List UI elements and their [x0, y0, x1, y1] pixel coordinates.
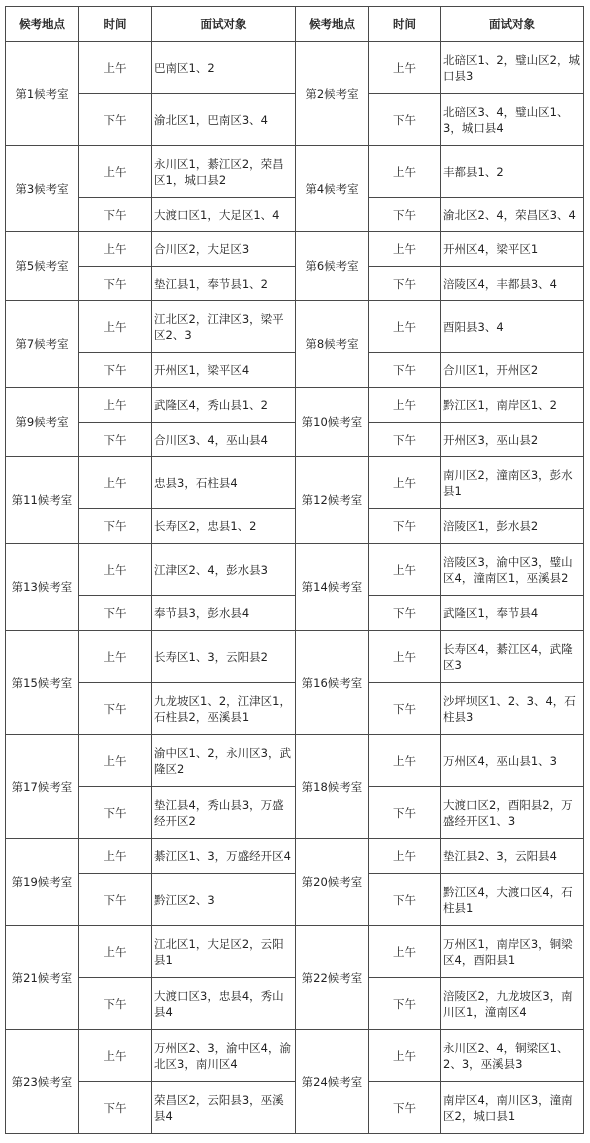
table-row	[6, 42, 584, 94]
interview-subjects: 永川区2、4，铜梁区1、2、3，巫溪县3	[441, 1030, 584, 1082]
interview-subjects: 涪陵区3，渝中区3，璧山区4，潼南区1，巫溪县2	[441, 544, 584, 596]
session-time: 下午	[79, 423, 152, 457]
interview-subjects: 开州区4，梁平区1	[441, 232, 584, 267]
interview-subjects: 开州区3，巫山县2	[441, 423, 584, 457]
table-row	[6, 353, 584, 388]
interview-subjects: 武隆区1，奉节县4	[441, 596, 584, 631]
session-time: 上午	[369, 1030, 441, 1082]
header-time-2: 时间	[369, 7, 441, 42]
session-time: 上午	[369, 631, 441, 683]
interview-subjects: 大渡口区3，忠县4，秀山县4	[152, 978, 296, 1030]
interview-subjects: 忠县3，石柱县4	[152, 457, 296, 509]
session-time: 上午	[79, 926, 152, 978]
room-name: 第17候考室	[6, 735, 79, 839]
session-time: 下午	[79, 874, 152, 926]
table-row	[6, 1082, 584, 1134]
room-name: 第6候考室	[296, 232, 369, 301]
table-row	[6, 926, 584, 978]
room-name: 第1候考室	[6, 42, 79, 146]
table-row	[6, 874, 584, 926]
table-row	[6, 457, 584, 509]
table-row	[6, 388, 584, 423]
interview-subjects: 黔江区4，大渡口区4，石柱县1	[441, 874, 584, 926]
header-subjects-2: 面试对象	[441, 7, 584, 42]
interview-subjects: 奉节县3，彭水县4	[152, 596, 296, 631]
session-time: 下午	[79, 683, 152, 735]
room-name: 第24候考室	[296, 1030, 369, 1134]
session-time: 上午	[369, 388, 441, 423]
table-row	[6, 978, 584, 1030]
interview-subjects: 渝北区2、4，荣昌区3、4	[441, 198, 584, 232]
session-time: 下午	[369, 978, 441, 1030]
interview-subjects: 开州区1，梁平区4	[152, 353, 296, 388]
header-location-2: 候考地点	[296, 7, 369, 42]
session-time: 下午	[79, 978, 152, 1030]
interview-schedule-table	[5, 6, 584, 1134]
interview-subjects: 渝中区1、2，永川区3，武隆区2	[152, 735, 296, 787]
interview-subjects: 合川区3、4，巫山县4	[152, 423, 296, 457]
interview-subjects: 九龙坡区1、2，江津区1，石柱县2，巫溪县1	[152, 683, 296, 735]
room-name: 第23候考室	[6, 1030, 79, 1134]
interview-subjects: 垫江县1，奉节县1、2	[152, 267, 296, 301]
table-row	[6, 631, 584, 683]
interview-subjects: 合川区2，大足区3	[152, 232, 296, 267]
session-time: 上午	[79, 301, 152, 353]
room-name: 第19候考室	[6, 839, 79, 926]
table-row	[6, 1030, 584, 1082]
session-time: 下午	[79, 198, 152, 232]
session-time: 上午	[369, 457, 441, 509]
session-time: 上午	[369, 301, 441, 353]
session-time: 下午	[369, 787, 441, 839]
room-name: 第10候考室	[296, 388, 369, 457]
session-time: 上午	[79, 544, 152, 596]
room-name: 第14候考室	[296, 544, 369, 631]
session-time: 上午	[369, 839, 441, 874]
session-time: 下午	[369, 267, 441, 301]
table-row	[6, 94, 584, 146]
session-time: 下午	[79, 509, 152, 544]
session-time: 上午	[79, 631, 152, 683]
table-row	[6, 423, 584, 457]
room-name: 第2候考室	[296, 42, 369, 146]
interview-subjects: 长寿区2，忠县1、2	[152, 509, 296, 544]
interview-subjects: 北碚区3、4，璧山区1、3，城口县4	[441, 94, 584, 146]
table-row	[6, 301, 584, 353]
interview-subjects: 巴南区1、2	[152, 42, 296, 94]
interview-subjects: 大渡口区2，酉阳县2，万盛经开区1、3	[441, 787, 584, 839]
session-time: 下午	[79, 94, 152, 146]
interview-subjects: 武隆区4，秀山县1、2	[152, 388, 296, 423]
interview-subjects: 江津区2、4，彭水县3	[152, 544, 296, 596]
session-time: 上午	[369, 232, 441, 267]
interview-subjects: 丰都县1、2	[441, 146, 584, 198]
interview-subjects: 万州区2、3，渝中区4，渝北区3，南川区4	[152, 1030, 296, 1082]
session-time: 上午	[79, 839, 152, 874]
session-time: 下午	[369, 198, 441, 232]
interview-subjects: 江北区1，大足区2，云阳县1	[152, 926, 296, 978]
session-time: 上午	[369, 42, 441, 94]
session-time: 下午	[79, 267, 152, 301]
session-time: 上午	[79, 735, 152, 787]
interview-subjects: 北碚区1、2，璧山区2，城口县3	[441, 42, 584, 94]
session-time: 下午	[369, 596, 441, 631]
room-name: 第21候考室	[6, 926, 79, 1030]
room-name: 第20候考室	[296, 839, 369, 926]
interview-subjects: 涪陵区1，彭水县2	[441, 509, 584, 544]
table-row	[6, 509, 584, 544]
room-name: 第18候考室	[296, 735, 369, 839]
room-name: 第8候考室	[296, 301, 369, 388]
room-name: 第13候考室	[6, 544, 79, 631]
table-row	[6, 198, 584, 232]
room-name: 第16候考室	[296, 631, 369, 735]
interview-subjects: 合川区1，开州区2	[441, 353, 584, 388]
header-location: 候考地点	[6, 7, 79, 42]
session-time: 上午	[369, 926, 441, 978]
interview-subjects: 黔江区1，南岸区1、2	[441, 388, 584, 423]
interview-subjects: 涪陵区2，九龙坡区3，南川区1，潼南区4	[441, 978, 584, 1030]
room-name: 第7候考室	[6, 301, 79, 388]
interview-subjects: 长寿区1、3，云阳县2	[152, 631, 296, 683]
interview-subjects: 黔江区2、3	[152, 874, 296, 926]
header-row	[6, 7, 584, 42]
session-time: 下午	[369, 874, 441, 926]
table-row	[6, 544, 584, 596]
session-time: 上午	[79, 1030, 152, 1082]
session-time: 下午	[369, 683, 441, 735]
session-time: 下午	[369, 423, 441, 457]
session-time: 上午	[79, 388, 152, 423]
interview-subjects: 荣昌区2，云阳县3，巫溪县4	[152, 1082, 296, 1134]
session-time: 上午	[369, 735, 441, 787]
room-name: 第22候考室	[296, 926, 369, 1030]
session-time: 下午	[79, 787, 152, 839]
room-name: 第9候考室	[6, 388, 79, 457]
interview-subjects: 南岸区4，南川区3，潼南区2，城口县1	[441, 1082, 584, 1134]
session-time: 下午	[369, 353, 441, 388]
interview-subjects: 垫江县2、3，云阳县4	[441, 839, 584, 874]
interview-subjects: 万州区4，巫山县1、3	[441, 735, 584, 787]
room-name: 第5候考室	[6, 232, 79, 301]
table-row	[6, 146, 584, 198]
table-row	[6, 683, 584, 735]
interview-subjects: 沙坪坝区1、2、3、4，石柱县3	[441, 683, 584, 735]
interview-subjects: 南川区2，潼南区3，彭水县1	[441, 457, 584, 509]
interview-subjects: 江北区2，江津区3，梁平区2、3	[152, 301, 296, 353]
header-subjects: 面试对象	[152, 7, 296, 42]
session-time: 下午	[369, 509, 441, 544]
session-time: 下午	[79, 596, 152, 631]
interview-subjects: 涪陵区4，丰都县3、4	[441, 267, 584, 301]
session-time: 下午	[369, 94, 441, 146]
table-row	[6, 839, 584, 874]
interview-subjects: 大渡口区1，大足区1、4	[152, 198, 296, 232]
session-time: 上午	[79, 42, 152, 94]
session-time: 下午	[79, 353, 152, 388]
session-time: 下午	[369, 1082, 441, 1134]
session-time: 上午	[369, 146, 441, 198]
table-row	[6, 596, 584, 631]
table-row	[6, 735, 584, 787]
room-name: 第3候考室	[6, 146, 79, 232]
session-time: 下午	[79, 1082, 152, 1134]
interview-subjects: 綦江区1、3，万盛经开区4	[152, 839, 296, 874]
table-row	[6, 267, 584, 301]
table-row	[6, 232, 584, 267]
room-name: 第11候考室	[6, 457, 79, 544]
interview-subjects: 垫江县4，秀山县3，万盛经开区2	[152, 787, 296, 839]
room-name: 第4候考室	[296, 146, 369, 232]
header-time: 时间	[79, 7, 152, 42]
interview-subjects: 酉阳县3、4	[441, 301, 584, 353]
session-time: 上午	[369, 544, 441, 596]
room-name: 第12候考室	[296, 457, 369, 544]
session-time: 上午	[79, 146, 152, 198]
interview-subjects: 渝北区1，巴南区3、4	[152, 94, 296, 146]
interview-subjects: 万州区1，南岸区3，铜梁区4，酉阳县1	[441, 926, 584, 978]
session-time: 上午	[79, 232, 152, 267]
interview-subjects: 长寿区4，綦江区4，武隆区3	[441, 631, 584, 683]
session-time: 上午	[79, 457, 152, 509]
table-row	[6, 787, 584, 839]
room-name: 第15候考室	[6, 631, 79, 735]
interview-subjects: 永川区1，綦江区2，荣昌区1，城口县2	[152, 146, 296, 198]
